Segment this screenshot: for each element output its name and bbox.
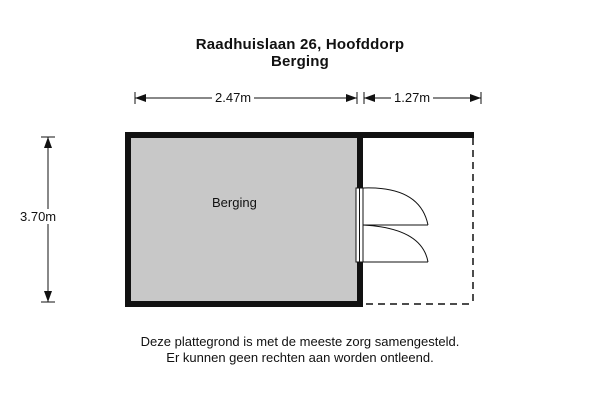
room-berging-area [131, 137, 360, 303]
plan-floor-title: Berging [270, 53, 330, 70]
dimension-width-side-label: 1.27m [391, 90, 433, 105]
disclaimer-line-2: Er kunnen geen rechten aan worden ontleend. [166, 350, 434, 365]
disclaimer-line-1: Deze plattegrond is met de meeste zorg samengesteld. [140, 334, 460, 349]
door-swing-lower [363, 225, 428, 262]
dimension-depth-label: 3.70m [20, 209, 57, 224]
room-label-berging: Berging [212, 195, 257, 210]
door-swing-upper [363, 188, 428, 225]
plan-address-title: Raadhuislaan 26, Hoofddorp [195, 36, 405, 53]
dimension-width-main-label: 2.47m [212, 90, 254, 105]
